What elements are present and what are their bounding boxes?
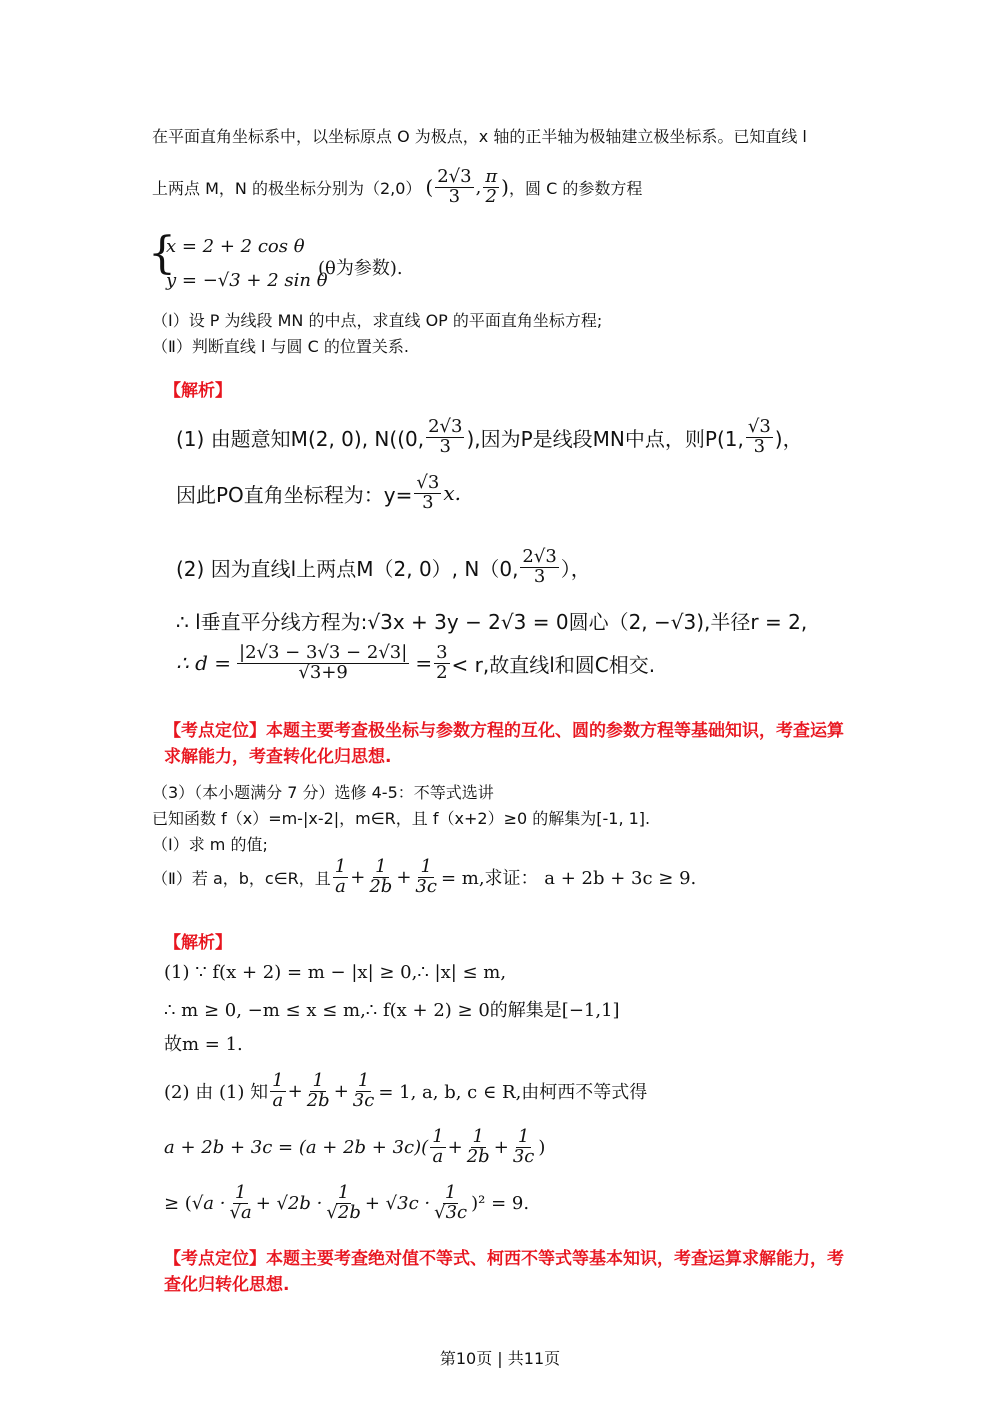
- fraction: [367, 858, 394, 897]
- fraction: [511, 1128, 537, 1167]
- fraction-numerator: 2√3: [522, 546, 557, 567]
- text: =: [415, 651, 433, 676]
- fraction-denominator: 3: [422, 491, 434, 513]
- fraction-numerator: 2√3: [437, 166, 472, 187]
- fraction-numerator: 1: [312, 1070, 324, 1091]
- text: 因此PO直角坐标程为：y=: [176, 482, 413, 507]
- distance-fraction: [237, 644, 409, 683]
- text: )，: [774, 426, 803, 451]
- angle-fraction: [483, 168, 499, 207]
- fraction-numerator: 1: [357, 1070, 370, 1091]
- plus: +: [493, 1136, 509, 1158]
- text: (2) 因为直线l上两点M（2, 0）, N（0,: [176, 556, 519, 581]
- text: x.: [443, 481, 461, 506]
- fraction: [270, 1072, 285, 1111]
- solution2-line-1: (1) ∵ f(x + 2) = m − |x| ≥ 0,∴ |x| ≤ m,: [164, 962, 507, 983]
- fraction-denominator: 2: [485, 185, 497, 207]
- problem3-header: （3）（本小题满分 7 分）选修 4-5：不等式选讲: [152, 783, 494, 802]
- param-note: (θ为参数).: [318, 258, 403, 279]
- fraction-numerator: 1: [444, 1182, 457, 1203]
- solution2-line-5: [164, 1128, 545, 1167]
- page-footer: 第10页 | 共11页: [439, 1349, 561, 1368]
- comma: ,: [475, 176, 482, 198]
- text: （Ⅱ）若 a，b，c∈R，且: [152, 868, 331, 888]
- solution2-line-2: ∴ m ≥ 0, −m ≤ x ≤ m,∴ f(x + 2) ≥ 0的解集是[−1,1]: [164, 1000, 620, 1021]
- text: a + 2b + 3c = (a + 2b + 3c)(: [164, 1136, 429, 1158]
- fraction-denominator: 2: [436, 661, 448, 683]
- text: ≥ (: [164, 1192, 192, 1214]
- plus: +: [287, 1080, 303, 1102]
- text: (1) 由题意知M(2, 0), N((0,: [176, 426, 425, 451]
- fraction-denominator: √2b: [326, 1201, 361, 1223]
- fraction-numerator: 1: [375, 856, 387, 877]
- plus: +: [333, 1080, 349, 1102]
- fraction-denominator: 3: [448, 185, 461, 207]
- close-paren: ): [501, 175, 509, 200]
- fraction-numerator: 1: [337, 1182, 350, 1203]
- fraction: [413, 858, 439, 897]
- problem3-question-2: [152, 858, 696, 897]
- fraction-denominator: √a: [229, 1201, 252, 1223]
- fraction-denominator: 3: [533, 565, 546, 587]
- question-2: （Ⅱ）判断直线 l 与圆 C 的位置关系.: [152, 337, 409, 356]
- fraction: [227, 1184, 253, 1223]
- fraction-denominator: √3+9: [298, 661, 348, 683]
- fraction: [434, 644, 449, 683]
- fraction-denominator: a: [272, 1089, 284, 1111]
- kaodian-2-line-1: 【考点定位】本题主要考查绝对值不等式、柯西不等式等基本知识，考查运算求解能力，考: [164, 1249, 844, 1269]
- problem3-line-1: 已知函数 f（x）=m-|x-2|，m∈R，且 f（x+2）≥0 的解集为[-1, 1].: [152, 809, 651, 828]
- system-brace: {: [148, 228, 176, 279]
- fraction: [430, 1128, 445, 1167]
- solution2-line-4: [164, 1072, 647, 1111]
- fraction-denominator: 3: [753, 435, 766, 457]
- question-1: （Ⅰ）设 P 为线段 MN 的中点，求直线 OP 的平面直角坐标方程;: [152, 311, 603, 330]
- fraction-numerator: |2√3 − 3√3 − 2√3|: [239, 642, 408, 663]
- fraction-denominator: a: [335, 875, 346, 897]
- fraction: [432, 1184, 469, 1223]
- text: < r,故直线l和圆C相交.: [451, 652, 656, 677]
- fraction-denominator: 3: [439, 435, 451, 457]
- plus: +: [447, 1136, 463, 1158]
- fraction-numerator: 1: [517, 1126, 530, 1147]
- fraction-numerator: 2√3: [428, 416, 463, 437]
- text: ），: [560, 556, 591, 581]
- param-eq-y: y = −√3 + 2 sin θ: [166, 270, 328, 291]
- fraction-numerator: 1: [420, 856, 432, 877]
- param-eq-x: x = 2 + 2 cos θ: [166, 236, 305, 257]
- fraction: [414, 474, 441, 513]
- fraction-denominator: 2b: [466, 1145, 490, 1167]
- text: ): [538, 1136, 546, 1158]
- fraction: [426, 418, 464, 457]
- fraction-denominator: 3c: [512, 1145, 535, 1167]
- polar-fraction: [435, 168, 473, 207]
- fraction-numerator: 1: [272, 1070, 284, 1091]
- plus: +: [396, 866, 412, 888]
- solution1-step1-line2: [176, 474, 461, 513]
- solution1-step2-line1: [176, 548, 591, 587]
- fraction: [333, 858, 348, 897]
- fraction: [746, 418, 773, 457]
- fraction: [324, 1184, 362, 1223]
- problem-line-2-text-a: 上两点 M，N 的极坐标分别为（2,0）: [152, 178, 422, 198]
- solution2-line-6: [164, 1184, 529, 1223]
- solution-tag-1: 【解析】: [164, 381, 232, 401]
- fraction-numerator: π: [485, 166, 498, 187]
- text: = 1, a, b, c ∈ R,由柯西不等式得: [378, 1082, 648, 1104]
- fraction: [351, 1072, 377, 1111]
- solution1-step2-line3: [176, 644, 655, 683]
- problem-line-2: [152, 168, 642, 207]
- text: )² = 9.: [471, 1192, 530, 1214]
- fraction-denominator: √3c: [434, 1201, 468, 1223]
- kaodian-1-line-1: 【考点定位】本题主要考查极坐标与参数方程的互化、圆的参数方程等基础知识，考查运算: [164, 721, 844, 741]
- fraction-denominator: 3c: [415, 875, 437, 897]
- fraction-numerator: √3: [416, 472, 440, 493]
- fraction-denominator: a: [432, 1145, 444, 1167]
- text: ∴ d =: [176, 651, 231, 676]
- fraction: [465, 1128, 492, 1167]
- kaodian-2-line-2: 查化归转化思想.: [164, 1275, 290, 1295]
- problem-line-1: 在平面直角坐标系中，以坐标原点 O 为极点，x 轴的正半轴为极轴建立极坐标系。已知直线 l: [152, 127, 807, 146]
- fraction-numerator: 1: [234, 1182, 247, 1203]
- fraction-denominator: 2b: [306, 1089, 330, 1111]
- fraction-numerator: 1: [334, 856, 347, 877]
- text: + √2b ·: [255, 1192, 323, 1214]
- text: (2) 由 (1) 知: [164, 1082, 269, 1104]
- text: + √3c ·: [364, 1192, 431, 1214]
- fraction: [520, 548, 558, 587]
- open-paren: (: [425, 175, 434, 200]
- text: ),因为P是线段MN中点，则P(1,: [466, 426, 744, 451]
- fraction-denominator: 3c: [352, 1089, 375, 1111]
- solution1-step1-line1: [176, 418, 803, 457]
- solution2-line-3: 故m = 1.: [164, 1034, 243, 1055]
- text: √a ·: [191, 1192, 226, 1214]
- fraction-numerator: 1: [432, 1126, 444, 1147]
- kaodian-1-line-2: 求解能力，考查转化化归思想.: [164, 747, 392, 767]
- problem-line-2-text-b: ，圆 C 的参数方程: [508, 178, 643, 198]
- fraction-numerator: 1: [472, 1126, 484, 1147]
- fraction-numerator: 3: [436, 642, 448, 663]
- plus: +: [350, 866, 366, 888]
- fraction-numerator: √3: [747, 416, 771, 437]
- solution-tag-2: 【解析】: [164, 933, 232, 953]
- text: = m,求证： a + 2b + 3c ≥ 9.: [440, 868, 697, 890]
- fraction: [305, 1072, 332, 1111]
- solution1-step2-line2: ∴ l垂直平分线方程为:√3x + 3y − 2√3 = 0圆心（2, −√3),半径r = 2,: [176, 610, 808, 634]
- fraction-denominator: 2b: [369, 875, 393, 897]
- problem3-question-1: （Ⅰ）求 m 的值;: [152, 835, 268, 854]
